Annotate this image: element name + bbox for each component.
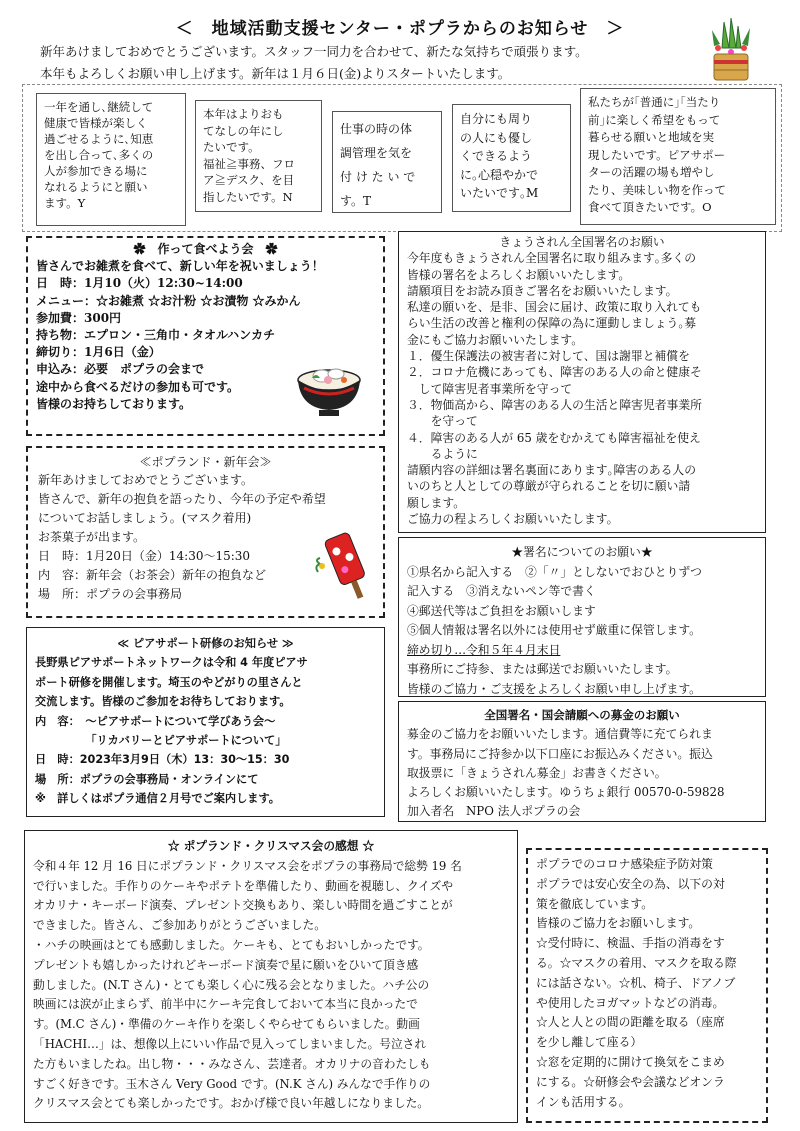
petition-line: ご協力の程よろしくお願いいたします。 <box>407 512 619 527</box>
christmas-line: ・ハチの映画はとても感動しました。ケーキも、とてもおいしかったです。 <box>33 937 430 952</box>
cooking-event-line: 途中から食べるだけの参加も可です。 <box>36 379 240 394</box>
petition-line: ４．障害のある人が 65 歳をむかえても障害福祉を使え <box>407 430 701 445</box>
signature-request-line: ④郵送代等はご負担をお願いします <box>407 603 596 618</box>
peer-support-line: 「リカバリーとピアサポートについて」 <box>35 734 287 748</box>
new-year-party-line: お茶菓子が出ます。 <box>38 530 146 545</box>
signature-request-section <box>398 537 766 697</box>
covid-line: にする。☆研修会や会議などオンラ <box>536 1074 725 1089</box>
new-year-party-line: 場 所：ポプラの会事務局 <box>38 587 183 602</box>
covid-line: 皆様のご協力をお願いします。 <box>536 916 701 931</box>
peer-support-line: ポート研修を開催します。埼玉のやどがりの里さんと <box>35 675 303 689</box>
staff-message: 本年はよりおも てなしの年にし たいです。 福祉≧事務、フロ ア≧デスク、を目 指したいです。N <box>195 100 322 212</box>
petition-line: いのちと人としての尊厳が守られることを切に願い請 <box>407 479 691 494</box>
petition-section <box>398 231 766 533</box>
christmas-heading: ☆ ポプランド・クリスマス会の感想 ☆ <box>167 839 375 853</box>
peer-support-line: 日 時：2023年3月9日（木）13：30～15：30 <box>35 753 290 767</box>
new-year-party-line: 日 時：1月20日（金）14:30～15:30 <box>38 549 251 564</box>
petition-line: ３．物価高から、障害のある人の生活と障害児者事業所 <box>407 397 702 412</box>
signature-request-line: 皆様のご協力・ご支援をよろしくお願い申し上げます。 <box>407 681 701 696</box>
covid-line: る。☆マスクの着用、マスクを取る際 <box>536 955 737 970</box>
covid-line: や使用したヨガマットなどの消毒。 <box>536 995 725 1010</box>
staff-message: 仕事の時の体 調管理を気を 付 け た い で す。T <box>332 111 442 213</box>
covid-line: を少し離して座る） <box>536 1035 643 1050</box>
covid-line: ☆受付時に、検温、手指の消毒をす <box>536 936 725 951</box>
petition-line: を守って <box>407 414 478 429</box>
page-title: ＜ 地域活動支援センター・ポプラからのお知らせ ＞ <box>175 19 625 39</box>
staff-message: 自分にも周り の人にも優し くできるよう に｡心穏やかで いたいです｡M <box>452 104 571 212</box>
christmas-line: オカリナ・キーボード演奏、プレゼント交換もあり、楽しい時間を過ごすことが <box>33 898 453 913</box>
deadline-text: 締め切り…令和５年４月末日 <box>407 642 561 657</box>
petition-line: 皆様の署名をよろしくお願いいたします。 <box>407 267 631 282</box>
petition-line: ２．コロナ危機にあっても、障害のある人の命と健康そ <box>407 365 702 380</box>
cooking-event-line: 皆様のお持ちしております。 <box>36 396 192 411</box>
cooking-event-line: メニュー：☆お雑煮 ☆お汁粉 ☆お漬物 ☆みかん <box>36 293 301 308</box>
zoni-bowl-icon <box>294 358 364 422</box>
staff-message: 私たちが｢普通に｣｢当たり 前｣に楽しく希望をもって 暮らせる願いと地域を実 現したいです。ピアサポー ターの活躍の場も増やし たり、美味しい物を作って 食べて頂きたいです。O <box>580 88 776 225</box>
covid-line: ☆窓を定期的に開けて換気をこまめ <box>536 1054 725 1069</box>
petition-line: 今年度もきょうされん全国署名に取り組みます｡多くの <box>407 251 697 266</box>
christmas-line: す。(M.C さん)・準備のケーキ作りを楽しくやらせてもらいました。動画 <box>33 1017 420 1032</box>
christmas-section <box>24 830 518 1123</box>
peer-support-line: 場 所：ポプラの会事務局・オンラインにて <box>35 772 259 786</box>
cooking-event-line: 日 時：1月10（火）12:30~14:00 <box>36 276 243 291</box>
signature-request-line: ①県名から記入する ②「〃」としないでおひとりずつ <box>407 564 702 579</box>
new-year-party-line: 皆さんで、新年の抱負を語ったり、今年の予定や希望 <box>38 492 326 507</box>
covid-line: インも活用する。 <box>536 1094 631 1109</box>
petition-line: １．優生保護法の被害者に対して、国は謝罪と補償を <box>407 349 690 364</box>
new-year-party-line: 内 容：新年会（お茶会）新年の抱負など <box>38 568 267 583</box>
signature-request-line: 記入する ③消えないペン等で書く <box>407 584 596 598</box>
petition-line: らい生活の改善と権利の保障の為に運動しましょう｡募 <box>407 316 697 331</box>
petition-line: 願します。 <box>407 495 466 510</box>
covid-line: には話さない。☆机、椅子、ドアノブ <box>536 975 736 990</box>
hagoita-icon <box>312 528 372 604</box>
christmas-line: 映画には涙が止まらず、前半中にケーキ完食しておいて本当に良かったで <box>33 997 418 1012</box>
christmas-line: すごく好きです。玉木さん Very Good です。(N.K さん) みんなで手作りの <box>33 1076 431 1091</box>
cooking-event-line: 持ち物：エプロン・三角巾・タオルハンカチ <box>36 328 276 343</box>
peer-support-heading: ≪ ピアサポート研修のお知らせ ≫ <box>117 637 294 650</box>
peer-support-line: ※ 詳しくはポプラ通信２月号でご案内します。 <box>35 792 280 806</box>
peer-support-section <box>26 627 385 817</box>
christmas-line: クリスマス会とても楽しかったです。おかげ様で良い年越しになりました。 <box>33 1096 429 1111</box>
kadomatsu-icon <box>706 18 756 84</box>
christmas-line: た方もいましたね。出し物・・・みなさん、芸達者。オカリナの音わたしも <box>33 1056 431 1071</box>
cooking-event-line: 締切り：1月6日（金） <box>36 345 161 360</box>
christmas-line: プレゼントも嬉しかったけれどキーボード演奏で星に願いをひいて頂き感 <box>33 957 419 972</box>
covid-line: 策を徹底しています。 <box>536 896 654 911</box>
peer-support-line: 長野県ピアサポートネットワークは令和 4 年度ピアサ <box>35 656 308 670</box>
new-year-party-line: についてお話しましょう。(マスク着用) <box>38 511 252 526</box>
signature-request-line: ⑤個人情報は署名以外には使用せず厳重に保管します。 <box>407 623 701 637</box>
new-year-party-heading: ≪ポプランド・新年会≫ <box>139 455 272 469</box>
peer-support-line: 交流します。皆様のご参加をお待ちしております。 <box>35 695 291 709</box>
covid-line: ポプラでのコロナ感染症予防対策 <box>536 857 713 871</box>
covid-line: ☆人と人との間の距離を取る（座席 <box>536 1015 725 1030</box>
staff-message: 一年を通し､継続して 健康で皆様が楽しく 過ごせるように､知恵 を出し合って､多くの 人が参加できる場に なれるようにと願い ます。Y <box>36 93 186 226</box>
cooking-event-heading: ✿ 作って食べよう会 ✿ <box>133 242 278 256</box>
fundraising-section <box>398 701 766 822</box>
peer-support-line: 内 容： ～ピアサポートについて学びあう会～ <box>35 714 276 728</box>
christmas-line: 動しました。(N.T さん)・とても楽しく心に残る会となりました。ハチ公の <box>33 977 430 992</box>
petition-line: るように <box>407 446 478 461</box>
christmas-line: で行いました。手作りのケーキやポテトを準備したり、動画を視聴し、クイズや <box>33 878 454 893</box>
fundraising-line: 加入者名 NPO 法人ポプラの会 <box>407 804 581 819</box>
petition-line: して障害児者事業所を守って <box>407 381 573 396</box>
petition-line: 私達の願いを、是非、国会に届け、政策に取り入れても <box>407 300 702 315</box>
covid-measures-section <box>526 848 768 1123</box>
fundraising-line: す。事務局にご持参か以下口座にお振込みください。振込 <box>407 746 713 761</box>
christmas-line: 「HACHI…」は、想像以上にいい作品で見入ってしまいました。号泣され <box>33 1036 427 1051</box>
fundraising-line: 取扱票に「きょうされん募金」お書きください。 <box>407 765 667 780</box>
petition-line: 請願項目をお読み頂きご署名をお願いいたします。 <box>407 283 678 298</box>
fundraising-line: 募金のご協力をお願いいたします。通信費等に充てられま <box>407 727 713 742</box>
christmas-line: できました。皆さん、ご参加ありがとうございました。 <box>33 918 326 933</box>
cooking-event-line: 参加費：300円 <box>36 310 122 325</box>
cooking-event-line: 皆さんでお雑煮を食べて、新しい年を祝いましょう！ <box>36 259 324 274</box>
covid-line: ポプラでは安心安全の為、以下の対 <box>536 876 725 891</box>
petition-line: 請願内容の詳細は署名裏面にあります｡障害のある人の <box>407 463 697 478</box>
new-year-party-line: 新年あけましておめでとうございます。 <box>38 473 254 488</box>
petition-heading: きょうされん全国署名のお願い <box>499 235 665 249</box>
fundraising-heading: 全国署名・国会請願への募金のお願い <box>484 708 680 722</box>
fundraising-line: よろしくお願いいたします。ゆうちょ銀行 00570-0-59828 <box>407 785 725 800</box>
signature-request-heading: ★署名についてのお願い★ <box>511 545 653 559</box>
cooking-event-line: 申込み：必要 ポプラの会まで <box>36 362 205 377</box>
greeting-line: 本年もよろしくお願い申し上げます。新年は１月６日(金)よりスタートいたします。 <box>40 66 511 81</box>
greeting-line: 新年あけましておめでとうございます。スタッフ一同力を合わせて、新たな気持ちで頑張ります。 <box>40 44 588 59</box>
christmas-line: 令和４年 12 月 16 日にポプランド・クリスマス会をポプラの事務局で総勢 19 名 <box>33 858 462 873</box>
signature-request-line: 事務所にご持参、または郵送でお願いいたします。 <box>407 662 678 676</box>
petition-line: 金にもご協力お願いいたします。 <box>407 332 584 347</box>
